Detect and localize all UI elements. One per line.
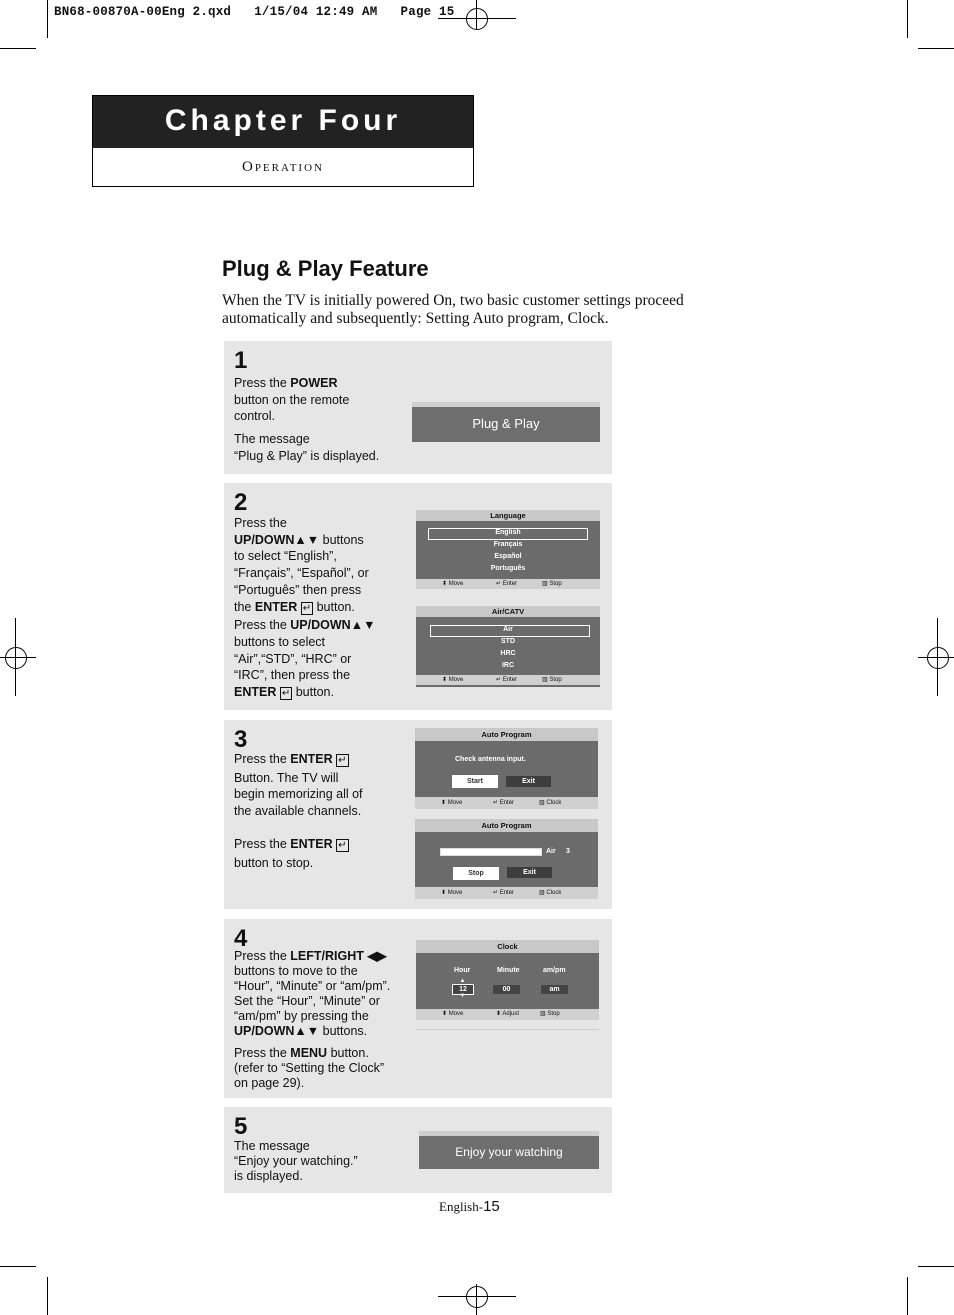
text: “Enjoy your watching.” [234,1154,358,1168]
osd-item: English [495,529,521,536]
osd-footer-label: Clock [546,800,562,806]
step-5-text [234,1139,414,1184]
text: Press the [234,752,291,766]
start-button[interactable]: Start [452,775,498,788]
text: Press the [234,836,291,851]
exit-button[interactable]: Exit [507,867,552,878]
updown-key: UP/DOWN [234,1024,295,1038]
text: Press the [234,516,287,530]
menu-icon: ▥ [542,677,548,683]
enter-icon: ↵ [281,688,291,700]
osd-label: Plug & Play [472,416,540,431]
minute-field[interactable]: 00 [493,985,520,994]
registration-line [0,657,36,658]
language-osd [416,510,600,589]
osd-title: Auto Program [415,819,598,832]
osd-item: Français [493,541,523,548]
osd-title: Auto Program [415,728,598,741]
osd-footer-label: Move [447,800,463,806]
osd-footer-label: Enter [499,890,515,896]
enter-icon: ↵ [338,839,347,851]
osd-item: Español [494,553,522,560]
updown-icon: ⬍ [442,581,448,587]
footer-language: English- [439,1199,484,1214]
registration-line [438,1296,516,1297]
stop-button[interactable]: Stop [453,867,499,880]
osd-footer-label: Adjust [502,1011,520,1017]
crop-mark [0,48,36,49]
crop-mark [918,1266,954,1267]
osd-item: HRC [500,650,516,657]
text: (refer to “Setting the Clock” [234,1061,385,1075]
crop-mark [47,1277,48,1315]
enter-key: ENTER [254,599,298,614]
crop-mark [907,0,908,38]
registration-line [476,0,477,30]
osd-footer-label: Stop [549,677,562,683]
left-right-key: LEFT/RIGHT [290,949,364,963]
section-title: Plug & Play Feature [222,256,429,281]
osd-ampm-label: am/pm [543,967,566,974]
osd-footer-label: Move [447,890,463,896]
divider [416,1029,599,1030]
osd-footer-label: Move [448,677,464,683]
down-arrow-icon: ▼ [459,993,466,999]
enter-icon: ↵ [302,602,312,614]
power-key: POWER [290,376,338,390]
osd-item: STD [501,638,515,645]
menu-icon: ▥ [542,581,548,587]
text: button. [327,1046,369,1060]
crop-mark [907,1277,908,1315]
osd-footer-label: Stop [547,1011,560,1017]
osd-footer [415,797,598,809]
chapter-subtitle: Operation [241,159,324,175]
text: “am/pm” by pressing the [234,1009,369,1023]
text: “IRC”, then press the [234,668,351,683]
osd-message: Check antenna input. [455,756,526,763]
updown-icon: ⬍ [442,677,448,683]
text: buttons [322,532,364,547]
step-number: 1 [234,347,248,374]
menu-icon: ▥ [539,890,545,896]
step-number: 5 [234,1113,248,1140]
exit-button[interactable]: Exit [506,776,551,787]
updown-icon: ⬍ [496,1011,502,1017]
enter-key: ENTER [234,685,277,700]
print-header: BN68-00870A-00Eng 2.qxd 1/15/04 12:49 AM Page 15 [54,5,455,19]
osd-item: Air [503,626,513,633]
chapter-banner [92,95,474,187]
text: control. [234,409,275,424]
text: Press the [234,1046,291,1060]
air-catv-osd [416,606,600,687]
updown-arrows-icon: ▲▼ [350,618,376,633]
menu-icon: ▥ [540,1011,546,1017]
updown-key: UP/DOWN [234,532,295,547]
osd-item: Português [490,565,526,572]
registration-mark [466,1286,488,1308]
enter-icon: ↵ [493,800,499,806]
crop-mark [918,48,954,49]
osd-title: Air/CATV [416,606,600,617]
page-number: 15 [483,1198,500,1215]
osd-minute-label: Minute [497,967,520,974]
updown-key: UP/DOWN [290,618,351,633]
registration-line [937,618,938,696]
text: Set the “Hour”, “Minute” or [234,994,380,1008]
osd-title: Clock [416,940,599,953]
menu-key: MENU [290,1046,328,1060]
enter-key: ENTER [290,752,333,766]
step-4-panel [224,919,612,1098]
osd-footer-label: Enter [502,677,518,683]
registration-mark [927,647,949,669]
osd-footer-label: Enter [502,581,518,587]
osd-footer [416,675,600,685]
chapter-title: Chapter Four [93,96,473,148]
auto-program-osd [415,728,598,809]
text: “Français”, “Español”, or [234,566,369,581]
text: “Air”,“STD”, “HRC” or [234,651,352,666]
registration-mark [466,8,488,30]
osd-top-strip [419,1131,599,1136]
registration-line [476,1284,477,1315]
ampm-field[interactable]: am [541,985,568,994]
text: buttons to select [234,634,326,649]
step-3-text [234,751,414,871]
text: button to stop. [234,855,314,870]
enter-icon: ↵ [338,755,347,766]
text: Press the [234,949,291,963]
osd-hour-label: Hour [454,967,471,974]
osd-footer-label: Enter [499,800,515,806]
intro-text: When the TV is initially powered On, two basic customer settings proceed automatically and subsequently: Setting Auto program, Clock. [222,292,684,327]
osd-footer [415,887,598,899]
enter-icon: ↵ [496,677,502,683]
text: Press the [234,618,291,633]
text: button. [316,599,355,614]
step-number: 4 [234,925,248,952]
osd-footer [416,579,600,589]
crop-mark [0,1266,36,1267]
text: The message [234,432,310,447]
updown-icon: ⬍ [441,800,447,806]
step-1-panel [224,341,612,474]
clock-osd [416,940,599,1020]
up-arrow-icon: ▲ [459,978,466,984]
text: on page 29). [234,1076,305,1090]
text: “Plug & Play” is displayed. [234,448,380,463]
text: is displayed. [234,1169,303,1183]
text: the available channels. [234,804,362,819]
osd-footer-label: Clock [546,890,562,896]
text: “Hour”, “Minute” or “am/pm”. [234,979,391,993]
step-2-text [234,515,419,703]
page-footer [439,1198,500,1215]
text: button. [295,685,334,700]
updown-arrows-icon: ▲▼ [294,532,320,547]
text: The message [234,1139,310,1153]
step-1-text [234,375,414,465]
step-2-panel [224,483,612,710]
menu-icon: ▥ [539,800,545,806]
updown-icon: ⬍ [441,890,447,896]
text: Press the [234,376,291,390]
enter-key: ENTER [290,836,333,851]
updown-arrows-icon: ▲▼ [294,1024,320,1038]
text: buttons to move to the [234,964,358,978]
registration-line [918,657,954,658]
crop-mark [47,0,48,38]
registration-mark [5,647,27,669]
osd-top-strip [412,402,600,407]
text: to select “English”, [234,549,337,564]
step-number: 3 [234,726,248,753]
osd-footer-label: Move [448,581,464,587]
text: begin memorizing all of [234,787,363,802]
updown-icon: ⬍ [442,1011,448,1017]
osd-footer [416,1009,599,1020]
text: “Português” then press [234,582,362,597]
hour-field[interactable]: 12 [452,984,474,995]
left-right-arrows-icon: ◀▶ [367,949,387,963]
plug-play-osd [412,402,600,442]
text: Button. The TV will [234,770,339,785]
text: the [234,599,255,614]
osd-channel: 3 [566,848,570,855]
progress-bar [440,848,542,856]
osd-footer-label: Stop [549,581,562,587]
osd-item: IRC [501,662,515,669]
osd-footer-label: Move [448,1011,464,1017]
enter-icon: ↵ [493,890,499,896]
step-4-text [234,949,414,1091]
auto-program-progress-osd [415,819,598,899]
step-number: 2 [234,489,248,516]
osd-air-label: Air [546,848,556,855]
text: button on the remote [234,392,350,407]
text: buttons. [322,1024,368,1038]
step-5-panel [224,1107,612,1193]
osd-title: Language [416,510,600,521]
registration-line [15,618,16,696]
osd-label: Enjoy your watching [455,1145,563,1159]
step-3-panel [224,720,612,909]
enter-icon: ↵ [496,581,502,587]
enjoy-osd [419,1131,599,1169]
